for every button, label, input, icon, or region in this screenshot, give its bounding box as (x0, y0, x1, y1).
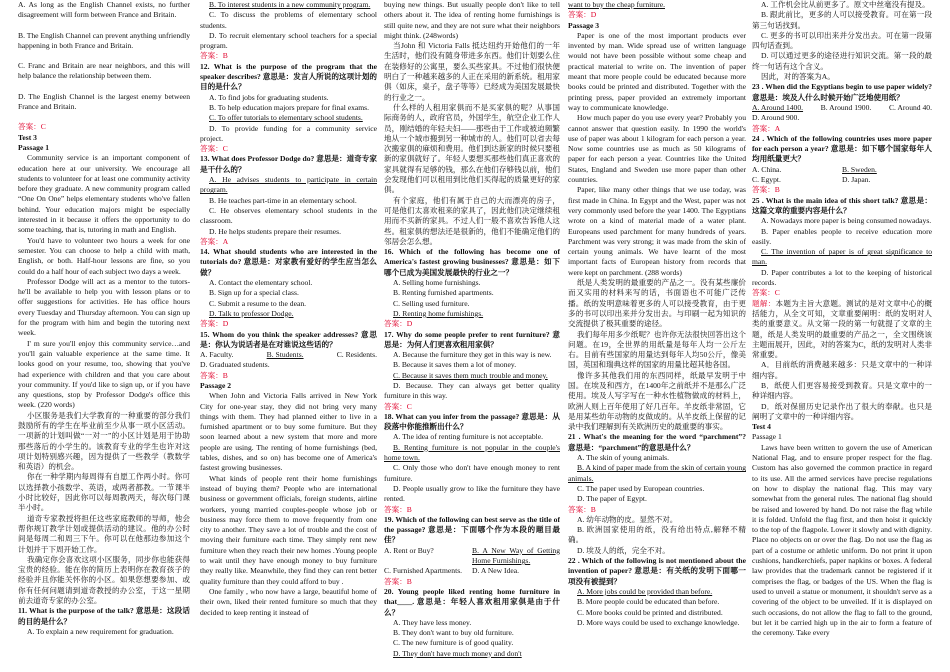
question: 15. Whom do you think the speaker addresses? 意思是：你认为说话者是在对谁说这些话的？ (200, 329, 377, 349)
answer-option: C. More books could be printed and distributed. (577, 607, 723, 617)
passage-paragraph: buying new things. But usually people don't like to tell others about it. The idea of renting home furnishings is still quite new, and they are not sure what their neighbors might think. (248words) (384, 0, 560, 40)
column-3 (384, 0, 560, 672)
passage-paragraph: Paper is one of the most important products ever invented by man. Wide spread use of written language would not have been possible without some cheap and practical material to write on. The invention of paper meant that more people could be educated because more books could be printed and distributed. Together with the printing press, paper provided an extremely important way to communicate knowledge. (568, 30, 746, 112)
passage-paragraph: Professor Dodge will act as a mentor to the tutors-he'll be available to help you with lesson plans or to offer suggestions for activities. He has office hours every Tuesday and Thursday afternoon. You can sign up for the program with him and begin the tutoring next week. (18, 276, 190, 338)
explanation-line: D. 埃及人的纸，完全不对。 (577, 545, 670, 555)
answer-option: B. To interest students in a new community program. (209, 0, 371, 9)
answer-option: C. Around 40. (888, 102, 932, 112)
answer-option: A. They have less money. (393, 617, 472, 627)
answer-options-row (200, 350, 377, 360)
passage-paragraph: I' m sure you'll enjoy this community service…and you'll gain valuable experience at the same time. It looks good on your resume, too, showing that you've had experience with children and that you care about your community. If you'd like to sign up, or if you have any questions, stop by Professor Dodge's office this week. (220 words) (18, 338, 190, 410)
answer-option: D. Renting home furnishings. (393, 308, 484, 318)
question: 13. What does Professor Dodge do? 意思是：道奇专家是干什么的？ (200, 154, 377, 174)
answer-option: A. Rent or Buy? (384, 545, 434, 555)
passage-paragraph: What kinds of people rent their home furnishings instead of buying them? People who are international business or government officials, foreign students, airline workers, young married couples-people whose job or business may force them to move frequently from one city to another. They save a lot of trouble and the cost of moving their furniture each time. They simply rent new furniture when they reach their new homes .Young people to wait until they have enough money to buy furniture they really like. Meanwhile, they find they can rent better quality furniture than they could afford to buy . (200, 473, 377, 586)
explanation-line: B．纸使人们更容易接受到教育。只是文章中的一种详细内容。 (752, 380, 932, 401)
question: 14. What should students who are interested in the tutorials do? 意思是：对家教有爱好的学生应当怎么做？ (200, 247, 377, 277)
answer-option: A. Around 1400. (752, 102, 804, 112)
translation-paragraph: 纸是人类发明的最重要的产品之一。没有某些廉价而又实用的材料来写的话，书面语也不可能广泛传播。纸的发明意味着更多的人可以接受教育，由于更多的书可以印出来并分发出去。与印刷一起为知识的交流提供了极其重要的途径。 (568, 278, 746, 329)
answer-option: C. The new furniture is of good quality. (393, 638, 514, 648)
explanation-title: 题解： (752, 298, 776, 308)
answer-option: C. Furnished Apartments. (384, 566, 463, 576)
test-title: Test 3 (18, 132, 37, 142)
answer-option: C. To discuss the problems of elementary school students. (200, 10, 377, 30)
explanation-line: 因此，对的答案为A。 (761, 72, 835, 82)
question: 18. What can you infer from the passage? 意思是：从段落中你能推断出什么？ (384, 411, 560, 432)
answer-option: want to buy the cheap furniture. (568, 0, 665, 9)
test-title: Test 4 (752, 422, 771, 432)
answer-option: A. More jobs could be provided than before. (577, 586, 713, 596)
passage-paragraph: One family , who now have a large, beautiful home of their own, liked their rented furniture so much that they decided to keep renting it instead of (200, 586, 377, 617)
answer-option: A. He advises students to participate in certain program. (200, 175, 377, 195)
answer-option: C. Franc and Britain are near neighbors, and this will help balance the relationship between them. (18, 61, 190, 81)
question: 16. Which of the following has become one of America's fastest growing businesses? 意思是：如下哪个已成为美国发展最快的行业之一？ (384, 247, 560, 277)
answer-option: D. Japan. (842, 175, 871, 185)
answer-option: A. To explain a new requirement for graduation. (27, 626, 174, 636)
answer-option: C. The paper used by European countries. (577, 483, 705, 493)
answer-key: 答案：A (200, 236, 229, 246)
answer-option: A. Selling home furnishings. (393, 278, 481, 288)
translation-paragraph: 什么样的人租用家俱而不是买家俱的呢？从事国际商务的人，政府官员，外国学生，航空企业工作人员，刚结婚的年轻夫妇——那些由于工作或被迫频繁地从一个城市搬到另一种城市的人。他们可以省去每次搬家俱的麻烦和费用。他们到达新家的时候只要租新的家俱就好了。年轻人要想买那些他们真正喜欢的家具就得有足够的钱，那么在他们存够钱以前，他们会发现他们可以租用到比他们买得起的质量更好的家俱。 (384, 102, 560, 195)
explanation-line: A. 幼年动物的皮。显然不对。 (577, 514, 678, 524)
answer-option: B. More people could be educated than before. (577, 597, 720, 607)
answer-option: B. Sign up for a special class. (209, 288, 299, 298)
answer-option: A. To find jobs for graduating students. (209, 92, 329, 102)
answer-option: D. He helps students prepare their resumes. (209, 226, 342, 236)
explanation-line: D. 可以通过更多的途径进行知识交流。第一段的最终一句话有这个含义。 (752, 51, 932, 71)
question: 11. What is the purpose of the talk? 意思是：这段话的目的是什么？ (18, 606, 190, 626)
answer-option: D. Graduated students. (200, 360, 270, 370)
answer-option: B. Renting furniture is not popular in the couple's home town. (384, 442, 560, 463)
answer-option: C. Egypt. (752, 175, 781, 185)
answer-option: C. Because it saves them much trouble and money. (393, 370, 548, 380)
answer-option: B. Because it saves them a lot of money. (393, 360, 517, 370)
answer-key: 答案：B (200, 51, 228, 61)
answer-option: A. The idea of renting furniture is not acceptable. (393, 432, 543, 442)
question: 23 . When did the Egyptians begin to use paper widely? 意思是：埃及人什么时候开始广泛地使用纸？ (752, 82, 932, 102)
translation-paragraph: 小区服务是我们大学教育的一种重要的部分我们鼓励所有的学生在毕业前至少从事一项小区活动。一项新的计划叫做“一对一”的小区计划是用于协助那些落后的小学生的。该教育专业的学生也许对这项计划特别感兴趣，因为提供了一些教学（教数学和英语）的机会。 (18, 410, 190, 472)
answer-key: 答案：B (568, 504, 596, 514)
answer-option: D. The paper of Egypt. (577, 494, 647, 504)
translation-paragraph: 你在一种学期内每周得有自愿工作两小时。你可以选择教小孩数学、英语，或两者都教。一节课半小时比较好，因此你可以每周教两天，每次每门课半小时。 (18, 472, 190, 513)
answer-key: 答案：C (200, 144, 228, 154)
answer-option: D. They don't have much money and don't (393, 648, 522, 658)
answer-option: B. He teaches part-time in an elementary school. (209, 195, 357, 205)
answer-options-row (752, 103, 932, 113)
answer-key: 答案：C (752, 288, 780, 298)
answer-options-row (384, 546, 560, 567)
answer-key: 答案：D (200, 319, 229, 329)
answer-key: 答案：D (568, 10, 597, 20)
answer-option: D. More ways could be used to exchange knowledge. (577, 617, 740, 627)
answer-option: B. To help education majors prepare for final exams. (209, 102, 370, 112)
answer-key: 答案：C (18, 122, 46, 132)
answer-option: D. Around 900. (752, 113, 800, 123)
explanation-line: C. 更多的书可以印出来并分发出去。可在第一段第四句话查到。 (752, 30, 932, 51)
answer-key: 答案：B (200, 370, 228, 380)
answer-option: C. Only those who don't have enough money to rent furniture. (384, 463, 560, 483)
answer-option: B. A New Way of Getting Home Furnishings. (472, 545, 560, 566)
translation-paragraph: 有个家庭，他们有属于自己的大而漂亮的房子，可是他们太喜欢租来的家具了，因此他们决定继续租用而不买新的家具。不过人们一般不喜欢告诉他人这些。租家俱的想法还是很新的，他们不能确定他们的邻居会怎么想。 (384, 195, 560, 246)
answer-option: B. Around 1900. (820, 102, 872, 112)
question: 12. What is the purpose of the program that the speaker describes? 意思是：发言人所说的这项计划的目的是什么？ (200, 61, 377, 92)
answer-option: B. Students. (266, 350, 304, 360)
answer-option: D. The English Channel is the largest enemy between France and Britain. (18, 91, 190, 112)
answer-option: D. To recruit elementary school teachers for a special program. (200, 30, 377, 51)
column-4 (568, 0, 746, 672)
answer-option: D. To provide funding for a community service project. (200, 123, 377, 143)
answer-option: C. He observes elementary school students in the classroom. (200, 205, 377, 226)
answer-option: C. Residents. (336, 350, 377, 360)
answer-key: 答案：B (384, 504, 412, 514)
answer-options-row (752, 175, 932, 185)
translation-paragraph: 当John 和 Victoria Falls 抵达纽约开始他们的一年生活时，他们没有随身带进多东西。他们计划要么住在装修好的公寓里，要么买些家具。不过他们很快便明白了一种越来越多的人正在采用的新系统。租用家俱（如床，桌子，盘子等等）已经成为美国发展最快的行业之一。 (384, 41, 560, 102)
answer-key: 答案：B (752, 185, 780, 195)
passage-paragraph: When John and Victoria Falls arrived in New York City for one-year stay, they did not bring very many things with them. They had planned either to live in a furnished apartment or to buy some furniture. But they soon learned about a new system that more and more people are using. The renting of home furnishings (bed, tables, dishes, and so on) has become one of America's fastest growing businesses. (200, 391, 377, 473)
explanation-text: 本题为主旨大意题。测试的是对文章中心的概括能力，从全文可知，文章重要阐明：纸的发明对人类的重要意义。从文第一段的第一句就提了文章的主题，纸是人类发明的最重要的产品之一，全文围绕该主题而展开，因此，对的答案为C，纸的发明对人类非常重要。 (752, 298, 932, 360)
answer-option: B. The English Channel can prevent anything unfriendly happening in both France and Britain. (18, 30, 190, 50)
translation-paragraph: 我确定你会喜欢这项小区服务，同步你也能获得宝贵的经验。能在你的简历上表明你在教育孩子的经验并且你能关怀你的小区。如果您想要参加、或你有任何问题请到道奇教授的办公室，于这一星期前去道奇专家的办公室。 (18, 554, 190, 606)
answer-option: C. Submit a resume to the dean. (209, 298, 307, 308)
question: 25 . What is the main idea of this short talk? 意思是：这篇文章的重要内容是什么？ (752, 195, 932, 215)
column-5 (752, 0, 932, 672)
answer-key: 答案：B (384, 576, 412, 586)
answer-option: B. Paper enables people to receive education more easily. (752, 226, 932, 246)
answer-key: 答案：D (384, 319, 413, 329)
explanation-line: A. 工作机会比从前更多了。原文中丝毫没有提及。 (761, 0, 930, 9)
passage-title: Passage 1 (752, 432, 782, 442)
explanation-line: D．纸对保留历史记录作出了很大的奉献。也只是阐明了文章中的一种详细内容。 (752, 401, 932, 421)
answer-option: A. Faculty. (200, 350, 234, 360)
passage-paragraph: Laws have been written to govern the use of American National Flag, and to ensure proper respect for the flag. Custom has also governed the common practice in regard to its use. All the armed services have precise regulations on how to display the national flag. This may vary somewhat from the general rules. The national flag should be raised and lowered by hand. Do not raise the flag while it is folded. Unfold the flag first, and then hoist it quickly to the top of the flagpole. Lower it slowly and with dignity. Place no objects on or over the flag. Do not use the flag as part of a costume or athletic uniform. Do not print it upon cushions, handkerchiefs, paper napkins or boxes. A federal law provides that the trademark cannot be registered if it comprises the flag, or badges of the US. When the flag is used to unveil a statue or monument, it shouldn't serve as a covering of the object to be unveiled. If it is displayed on such occasions, do not allow the flag to fall to the ground, but let it be carried high up in the air to form a feature of the ceremony. Take every (752, 442, 932, 638)
answer-option: A. Nowadays more paper is being consumed nowadays. (761, 216, 932, 226)
explanation-line: A．目前纸的消费越来越多：只是文章中的一种详细内容。 (752, 360, 932, 380)
column-1 (18, 0, 190, 672)
question: 17. Why do some people prefer to rent furniture? 意思是：为何人们更喜欢租用家俱？ (384, 329, 560, 349)
explanation-line: B. 跟此前比，更多的人可以接受教育。可在第一段第三句话找到。 (752, 10, 932, 30)
question: 20. Young people liked renting home furniture in that____. 意思是：年轻人喜欢租用家俱是由于什么？ (384, 586, 560, 617)
column-2 (200, 0, 377, 672)
answer-option: A. The skin of young animals. (577, 453, 670, 463)
question: 21 . What's the meaning for the word “parchment”? 意思是：“parchment”的意思是什么？ (568, 432, 746, 452)
answer-option: C. Selling used furniture. (393, 298, 470, 308)
answer-option: A. As long as the English Channel exists, no further disagreement will form between France and Britain. (18, 0, 190, 20)
answer-option: B. Renting furnished apartments. (393, 288, 494, 298)
question: 24 . Which of the following countries uses more paper for each person a year? 意思是：如下哪个国家每年人均用纸量更大？ (752, 133, 932, 164)
passage-title: Passage 1 (18, 142, 50, 152)
answer-option: B. A kind of paper made from the skin of certain young animals. (568, 463, 746, 483)
translation-paragraph: 我们每年用多少纸呢？也许你无法很快回答出这个问题。在19，全世界的用纸量是每年人均一公斤左右。目前有些国家的用量达到每年人均50公斤，像美国，英国和瑞典这样的国家的用量比超其他各国。 (568, 329, 746, 370)
answer-key: 答案：C (384, 401, 412, 411)
answer-option: A. China. (752, 164, 782, 174)
translation-paragraph: 道奇专家教授将担任这些家庭教师的导师，他会帮你规订教学计划或提供活动的建议。他的办公时间是每周二和周三下午。你可以在他那边参加这个计划并于下周开始工作。 (18, 513, 190, 554)
answer-option: B. Sweden. (842, 164, 877, 174)
question: 22 . Which of the following is not mentioned about the invention of paper? 意思是：有关纸的发明下面哪一项没有被提到？ (568, 556, 746, 586)
answer-key: 答案：A (752, 123, 781, 133)
explanation-line: B. 欧洲国家使用的纸，没有给出特点,解释不精确。 (568, 525, 746, 545)
answer-option: A. Because the furniture they get in this way is new. (393, 350, 552, 360)
passage-title: Passage 3 (568, 20, 600, 30)
answer-option: C. To offer tutorials to elementary school students. (209, 113, 363, 123)
answer-option: D. Paper contributes a lot to the keeping of historical records. (752, 267, 932, 288)
answer-option: A. Contact the elementary school. (209, 278, 313, 288)
passage-paragraph: How much paper do you use every year? Probably you cannot answer that question easily. In 1990 the world's use of paper was about 1 kilogram for each person a year. Now some countries use as much as 50 kilograms of paper for each person a year. Countries like the United States, England and Sweden use more paper than other countries. (568, 113, 746, 185)
passage-paragraph: Paper, like many other things that we use today, was first made in China. In Egypt and the West, paper was not very commonly used before the year 1400. The Egyptians wrote on a kind of material made of a water plant. Europeans used parchment for many hundreds of years. Parchment was very strong; it was made from the skin of certain young animals. We have learnt of the most important facts of European history from records that were kept on parchment. (288 words) (568, 185, 746, 277)
translation-paragraph: 像许多其他我们用的东西同样，纸最早发明于中国。在埃及和西方，在1400年之前纸并不是那么广泛使用。埃及人写字写在一种水性植物做成的材料上，欧洲人则上百年使用了好几百年。羊皮纸非常固，它是用某些幼年动物的皮做成的。从羊皮纸上保留的记录中我们理解到有关欧洲历史的最重要的事实。 (568, 370, 746, 432)
answer-option: D. Because. They can always get better quality furniture in this way. (384, 380, 560, 401)
passage-paragraph: Community service is an important component of education here at our university. We encourage all students to volunteer for at least one community activity before they graduate. A new community program called “One On One” helps elementary students who've fallen behind. Your education majors might be especially interested in it because it offers the opportunity to do some teaching, that is, tutoring in math and English. (18, 153, 190, 235)
answer-option: D. People usually grow to like the furniture they have rented. (384, 483, 560, 504)
passage-title: Passage 2 (200, 380, 232, 390)
answer-option: D. A New Idea. (472, 566, 520, 576)
passage-paragraph: You'd have to volunteer two hours a week for one semester. You can choose to help a child with math, English, or both. Half-hour lessons are fine, so you could do a half hour of each subject two days a week. (18, 235, 190, 276)
answer-options-row (752, 165, 932, 175)
answer-options-row (384, 566, 560, 576)
explanation (752, 299, 932, 361)
question: 19. Which of the following can best serve as the title of the passage? 意思是：下面哪个作为本段的题目最佳？ (384, 514, 560, 545)
answer-option: C. The invention of paper is of great significance to man. (752, 247, 932, 267)
answer-option: B. They don't want to buy old furniture. (393, 628, 514, 638)
answer-option: D. Talk to professor Dodge. (209, 308, 294, 318)
